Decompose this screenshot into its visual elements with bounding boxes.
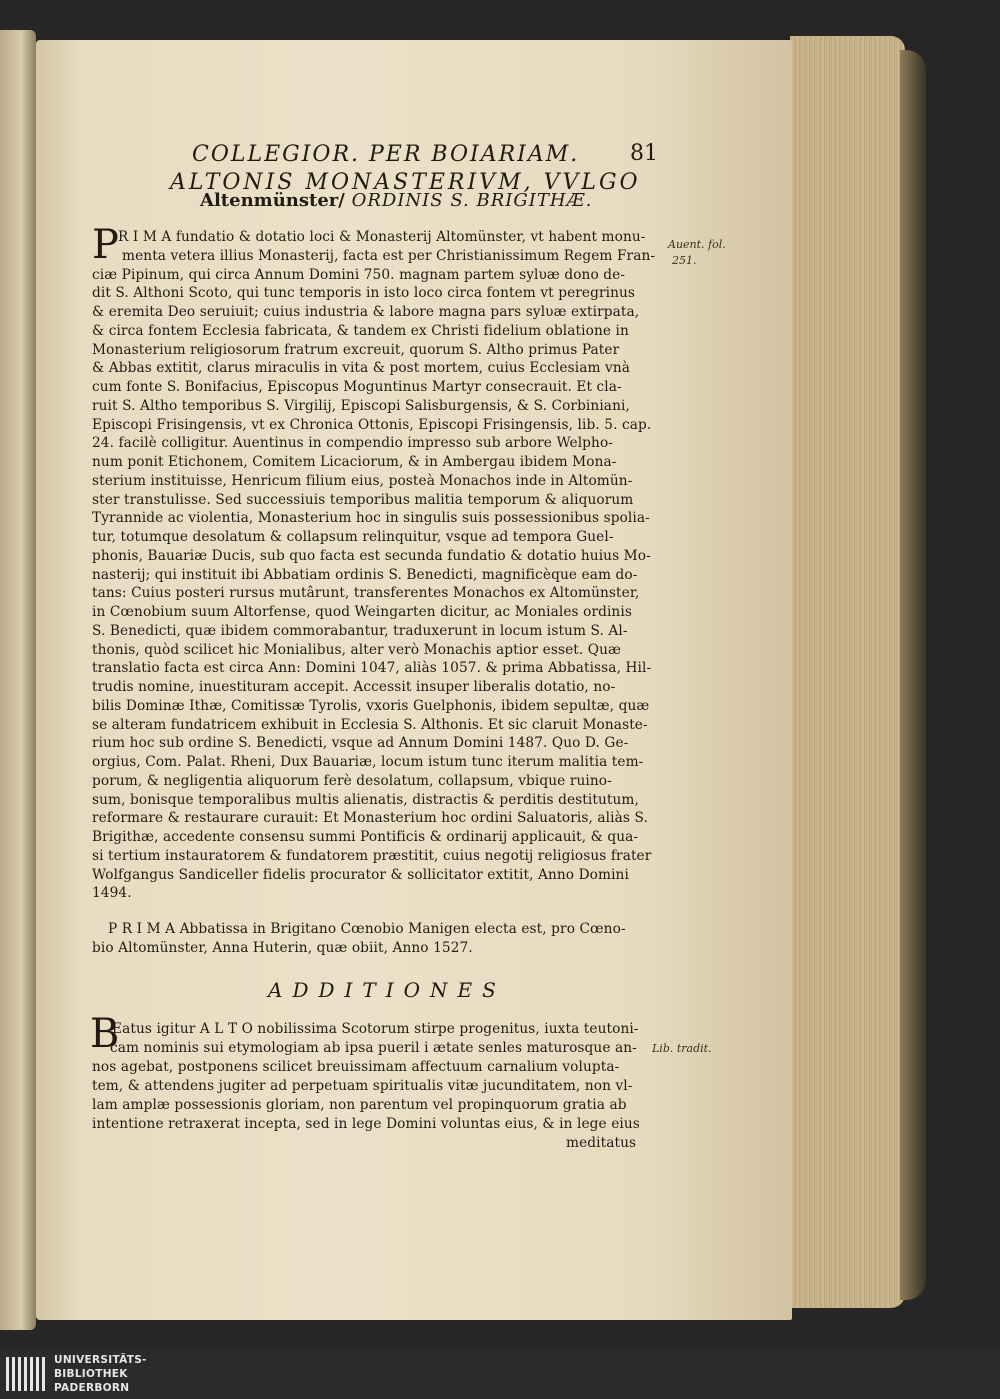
text-line: thonis, quòd scilicet hic Monialibus, alter verò Monachis aptior esset. Quæ (92, 641, 621, 658)
text-line: orgius, Com. Palat. Rheni, Dux Bauariæ, locum istum tunc iterum malitia tem- (92, 754, 644, 770)
additions-title: ADDITIONES (268, 978, 506, 1002)
text-line: rium hoc sub ordine S. Benedicti, vsque ad Annum Domini 1487. Quo D. Ge- (92, 735, 629, 752)
text-line: reformare & restaurare curauit: Et Monasterium hoc ordini Saluatoris, aliàs S. (92, 810, 648, 827)
library-logo-text (54, 1353, 147, 1395)
page-number: 81 (630, 141, 658, 166)
text-line: 24. facilè colligitur. Auentinus in compendio impresso sub arbore Welpho- (92, 435, 614, 452)
library-footer (0, 1349, 1000, 1399)
text-line: 1494. (92, 885, 132, 902)
text-line: porum, & negligentia aliquorum ferè desolatum, collapsum, vbique ruino- (92, 772, 612, 789)
text-line: nasterij; qui instituit ibi Abbatiam ordinis S. Benedicti, magnificèque eam do- (92, 566, 638, 583)
text-line: ster transtulisse. Sed successiuis temporibus malitia temporum & aliquorum (92, 491, 634, 508)
text-line: dit S. Althoni Scoto, qui tunc temporis in isto loco circa fontem vt peregrinus (92, 285, 636, 302)
running-title: COLLEGIOR. PER BOIARIAM. (192, 142, 580, 167)
text-line: sum, bonisque temporalibus multis alienatis, distractis & perditis destitutum, (92, 791, 639, 808)
text-line: & circa fontem Ecclesia fabricata, & tandem ex Christi fidelium oblatione in (92, 322, 629, 339)
text-line: Brigithæ, accedente consensu summi Pontificis & ordinarij applicauit, & qua- (92, 829, 639, 845)
text-line: cam nominis sui etymologiam ab ipsa pueril i ætate senles maturosque an- (110, 1040, 637, 1056)
text-line: si tertium instauratorem & fundatorem præstitit, cuius negotij religiosus frater (92, 847, 652, 864)
text-line: P R I M A Abbatissa in Brigitano Cœnobio Manigen electa est, pro Cœno- (108, 921, 626, 937)
text-line: menta vetera illius Monasterij, facta est per Christianissimum Regem Fran- (122, 247, 656, 264)
heading-blackletter: Altenmünster/ (200, 190, 345, 211)
text-line: Monasterium religiosorum fratrum excreuit, quorum S. Altho primus Pater (92, 341, 620, 358)
text-line: meditatus (566, 1135, 637, 1151)
text-line: R I M A fundatio & dotatio loci & Monasterij Altomünster, vt habent monu- (118, 229, 646, 245)
text-line: lam amplæ possessionis gloriam, non parentum vel propinquorum gratia ab (92, 1097, 627, 1113)
text-line: ruit S. Altho temporibus S. Virgilij, Episcopi Salisburgensis, & S. Corbiniani, (92, 397, 630, 414)
margin-note-tradit: Lib. tradit. (652, 1042, 712, 1055)
text-line: tans: Cuius posteri rursus mutârunt, transferentes Monachos ex Altomünster, (92, 585, 640, 602)
text-line: num ponit Etichonem, Comitem Licaciorum, & in Ambergau ibidem Mona- (92, 454, 617, 470)
text-line: Episcopi Frisingensis, vt ex Chronica Ottonis, Episcopi Frisingensis, lib. 5. cap. (92, 416, 652, 433)
text-line: S. Benedicti, quæ ibidem commorabantur, traduxerunt in locum istum S. Al- (92, 622, 628, 639)
text-line: in Cœnobium suum Altorfense, quod Weingarten dicitur, ac Moniales ordinis (92, 604, 632, 620)
text-line: bio Altomünster, Anna Huterin, quæ obiit, Anno 1527. (92, 940, 473, 956)
text-line: Tyrannide ac violentia, Monasterium hoc in singulis suis possessionibus spolia- (92, 510, 650, 527)
text-line: cum fonte S. Bonifacius, Episcopus Moguntinus Martyr consecrauit. Et cla- (92, 379, 622, 395)
text-line: tem, & attendens jugiter ad perpetuam spiritualis vitæ jucunditatem, non vl- (92, 1078, 633, 1094)
heading-subtitle: ORDINIS S. BRIGITHÆ. (351, 190, 593, 211)
text-line: translatio facta est circa Ann: Domini 1047, aliàs 1057. & prima Abbatissa, Hil- (92, 660, 652, 677)
library-logo-icon (4, 1353, 48, 1395)
text-line: sterium instituisse, Henricum filium eius, posteà Monachos inde in Altomün- (92, 472, 633, 489)
margin-note-auent: Auent. fol. (668, 238, 726, 251)
text-line: trudis nomine, inuestituram accepit. Accessit insuper liberalis dotatio, no- (92, 679, 616, 695)
text-line: bilis Dominæ Ithæ, Comitissæ Tyrolis, vxoris Guelphonis, ibidem sepultæ, quæ (92, 697, 650, 714)
dropcap-b: B (90, 1011, 120, 1057)
text-line: intentione retraxerat incepta, sed in lege Domini voluntas eius, & in lege eius (92, 1116, 640, 1132)
text-line: Eatus igitur A L T O nobilissima Scotorum stirpe progenitus, iuxta teutoni- (112, 1021, 639, 1037)
page-block-edge (790, 36, 905, 1308)
text-line: & Abbas extitit, clarus miraculis in vita & post mortem, cuius Ecclesiam vnà (92, 360, 631, 377)
text-line: Wolfgangus Sandiceller fidelis procurator & sollicitator extitit, Anno Domini (92, 866, 629, 883)
chapter-heading-line2 (200, 190, 592, 211)
logo-line3: PADERBORN (54, 1382, 130, 1394)
text-line: nos agebat, postponens scilicet breuissimam affectuum carnalium volupta- (92, 1059, 620, 1075)
text-line: ciæ Pipinum, qui circa Annum Domini 750. magnam partem sylυæ dono de- (92, 266, 626, 283)
text-line: phonis, Bauariæ Ducis, sub quo facta est secunda fundatio & dotatio huius Mo- (92, 547, 651, 564)
left-page-edge (0, 30, 36, 1330)
text-line: se alteram fundatricem exhibuit in Ecclesia S. Althonis. Et sic claruit Monaste- (92, 716, 648, 733)
logo-line1: UNIVERSITÄTS- (54, 1354, 147, 1366)
dropcap-p: P (92, 222, 119, 268)
text-line: & eremita Deo seruiuit; cuius industria & labore magna pars sylυæ extirpata, (92, 304, 640, 320)
margin-note-auent-fol: 251. (672, 254, 697, 267)
text-line: tur, totumque desolatum & collapsum relinquitur, vsque ad tempora Guel- (92, 529, 614, 545)
chapter-heading-line1: ALTONIS MONASTERIVM, VVLGO (170, 170, 641, 195)
logo-line2: BIBLIOTHEK (54, 1368, 128, 1380)
book-cover-shadow (900, 50, 926, 1300)
